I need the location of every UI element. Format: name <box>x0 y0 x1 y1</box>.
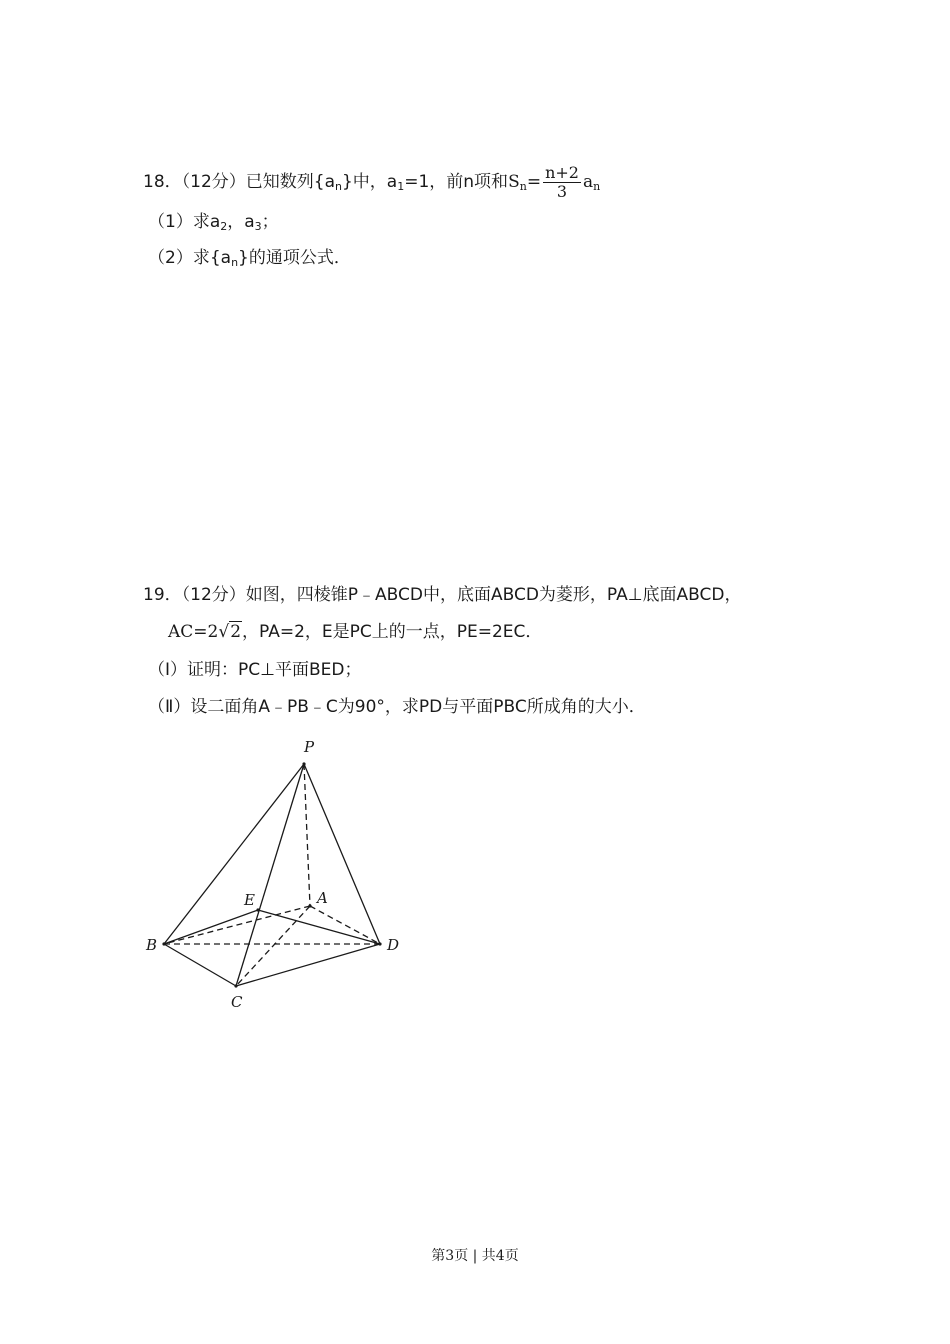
edge-AD <box>310 906 380 944</box>
edge-PA <box>304 764 310 906</box>
sum-formula: $S_n=$ $\frac{n+2}{3}$ $a_n$ <box>508 163 601 201</box>
diagonal-AC <box>236 906 310 986</box>
q18-statement: 18．（12分）已知数列$\{a_n\}$中，$a_1=1$，前n项和$S_n=$ $\frac{n+2}{3}$ $a_n$ <box>143 163 601 201</box>
q19-part2: （Ⅱ）设二面角A﹣PB﹣C为90°，求PD与平面PBC所成角的大小． <box>148 697 646 717</box>
edge-PD <box>304 764 380 944</box>
point-E <box>256 908 259 911</box>
edge-CD <box>236 944 380 986</box>
pyramid-figure <box>130 730 430 1020</box>
ac-expression: AC=2√2 <box>168 622 242 642</box>
fraction: $\frac{n+2}{3}$ <box>545 163 579 201</box>
edge-AB <box>164 906 310 944</box>
label-C: C <box>231 993 243 1011</box>
edge-PC <box>236 764 304 986</box>
vertex-C <box>234 984 237 987</box>
edge-BC <box>164 944 236 986</box>
label-D: D <box>387 936 400 954</box>
q19-part1: （Ⅰ）证明：PC⊥平面BED； <box>148 660 362 680</box>
vertex-A <box>308 904 311 907</box>
segment-BE <box>164 910 258 944</box>
q18-part2: （2）求$\{a_n\}$的通项公式． <box>148 248 351 269</box>
q18-part1: （1）求$a_2$，$a_3$； <box>148 212 279 233</box>
vertex-B <box>162 942 165 945</box>
label-B: B <box>146 936 158 954</box>
vertex-P <box>302 762 305 765</box>
label-A: A <box>317 889 328 907</box>
q19-statement: 19．（12分）如图，四棱锥P﹣ABCD中，底面ABCD为菱形，PA⊥底面ABCD， <box>143 585 742 605</box>
vertex-D <box>378 942 381 945</box>
page-footer: 第3页 | 共4页 <box>431 1248 519 1264</box>
label-E: E <box>244 891 255 909</box>
label-P: P <box>304 738 315 756</box>
q19-statement-line2: AC=2√2，PA=2，E是PC上的一点，PE=2EC． <box>168 622 543 642</box>
